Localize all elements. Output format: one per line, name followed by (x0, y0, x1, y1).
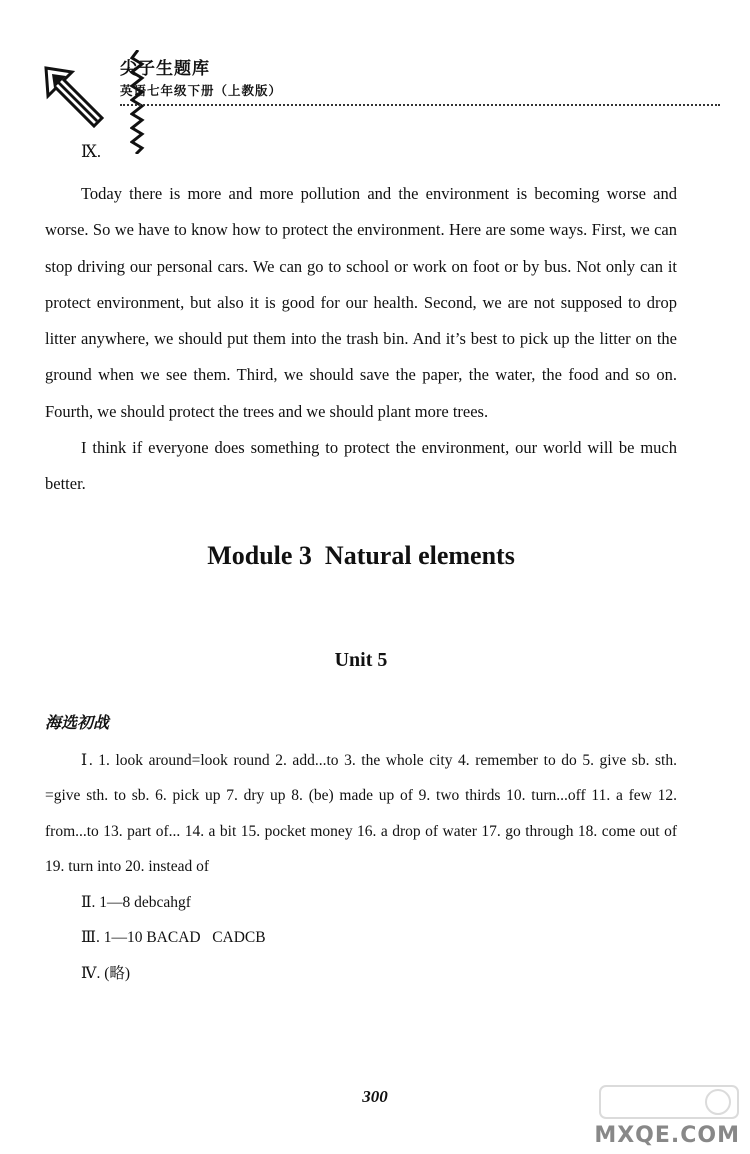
unit-title: Unit 5 (334, 648, 388, 671)
answer-part-3: Ⅲ. 1—10 BACAD CADCB (81, 929, 266, 947)
essay-paragraph-1: Today there is more and more pollution and the environment is becoming worse and worse. So we have to know how to protect the environment. Here are some ways. First, we can stop driving our personal cars. We can go to school or work on foot or by bus. Not only can it protect environment, but also it is good for our health. Second, we are not supposed to drop litter anywhere, we should put them into the trash bin. And it’s best to pick up the litter on the ground when we see them. Third, we should save the paper, the water, the food and so on. Fourth, we should protect the trees and we should plant more trees. (45, 184, 677, 421)
series-title: 尖子生题库 (120, 59, 210, 79)
section-mark-ix: Ⅸ. (81, 142, 102, 161)
page-number: 300 (362, 1087, 388, 1106)
module-title: Module 3 Natural elements (207, 540, 515, 570)
arrow-icon (42, 64, 106, 128)
subsection-title: 海选初战 (45, 712, 110, 732)
essay-paragraph-2: I think if everyone does something to protect the environment, our world will be much better. (45, 438, 677, 494)
book-title: 英语七年级下册（上教版） (120, 83, 283, 98)
answer-part-2: Ⅱ. 1—8 debcahgf (81, 893, 191, 911)
page-content (45, 142, 677, 991)
page-header (38, 44, 688, 124)
answer-part-4: Ⅳ. (略) (81, 964, 131, 982)
answer-section (45, 743, 677, 992)
answer-part-1: Ⅰ. 1. look around=look round 2. add...to 3. the whole city 4. remember to do 5. give sb. sth. =give sth. to sb. 6. pick up 7. dry up 8. (be) made up of 9. two thirds 10. turn...off 11. a few 12. from...to 13. part of... 14. a bit 15. pocket money 16. a drop of water 17. go through 18. come out of 19. turn into 20. instead of (45, 751, 677, 876)
watermark-text: MXQE.COM (594, 1123, 740, 1148)
header-divider (120, 104, 720, 106)
